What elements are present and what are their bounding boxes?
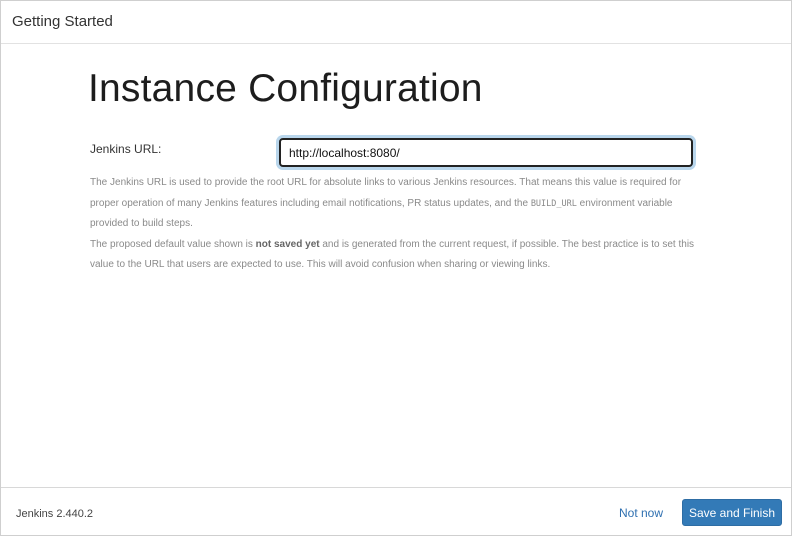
help-text-2b: and is generated from the current request, if possible. The best practice is to set this value to the URL that users are expected to use. This will avoid confusion when sharing or viewing links. <box>90 238 695 270</box>
page-title: Instance Configuration <box>88 67 483 110</box>
help-text-1b: environment variable provided to build steps. <box>90 197 673 229</box>
dialog-footer <box>1 487 791 536</box>
header-title: Getting Started <box>12 13 113 30</box>
save-and-finish-button[interactable]: Save and Finish <box>682 499 782 526</box>
dialog-header <box>1 1 791 44</box>
help-text-1a: The Jenkins URL is used to provide the root URL for absolute links to various Jenkins resources. That means this value is required for proper operation of many Jenkins features including email notifications, PR status updates, and the <box>90 177 682 209</box>
jenkins-url-input[interactable] <box>279 138 693 167</box>
jenkins-version: Jenkins 2.440.2 <box>16 508 94 520</box>
jenkins-url-help-text <box>90 173 710 276</box>
help-text-2a: The proposed default value shown is <box>90 238 256 250</box>
help-paragraph-2 <box>90 235 710 276</box>
build-url-code: BUILD_URL <box>530 198 577 209</box>
help-paragraph-1 <box>90 173 710 235</box>
jenkins-url-label: Jenkins URL: <box>90 142 162 156</box>
not-now-link[interactable]: Not now <box>619 506 664 520</box>
not-saved-yet-emphasis: not saved yet <box>255 238 320 250</box>
